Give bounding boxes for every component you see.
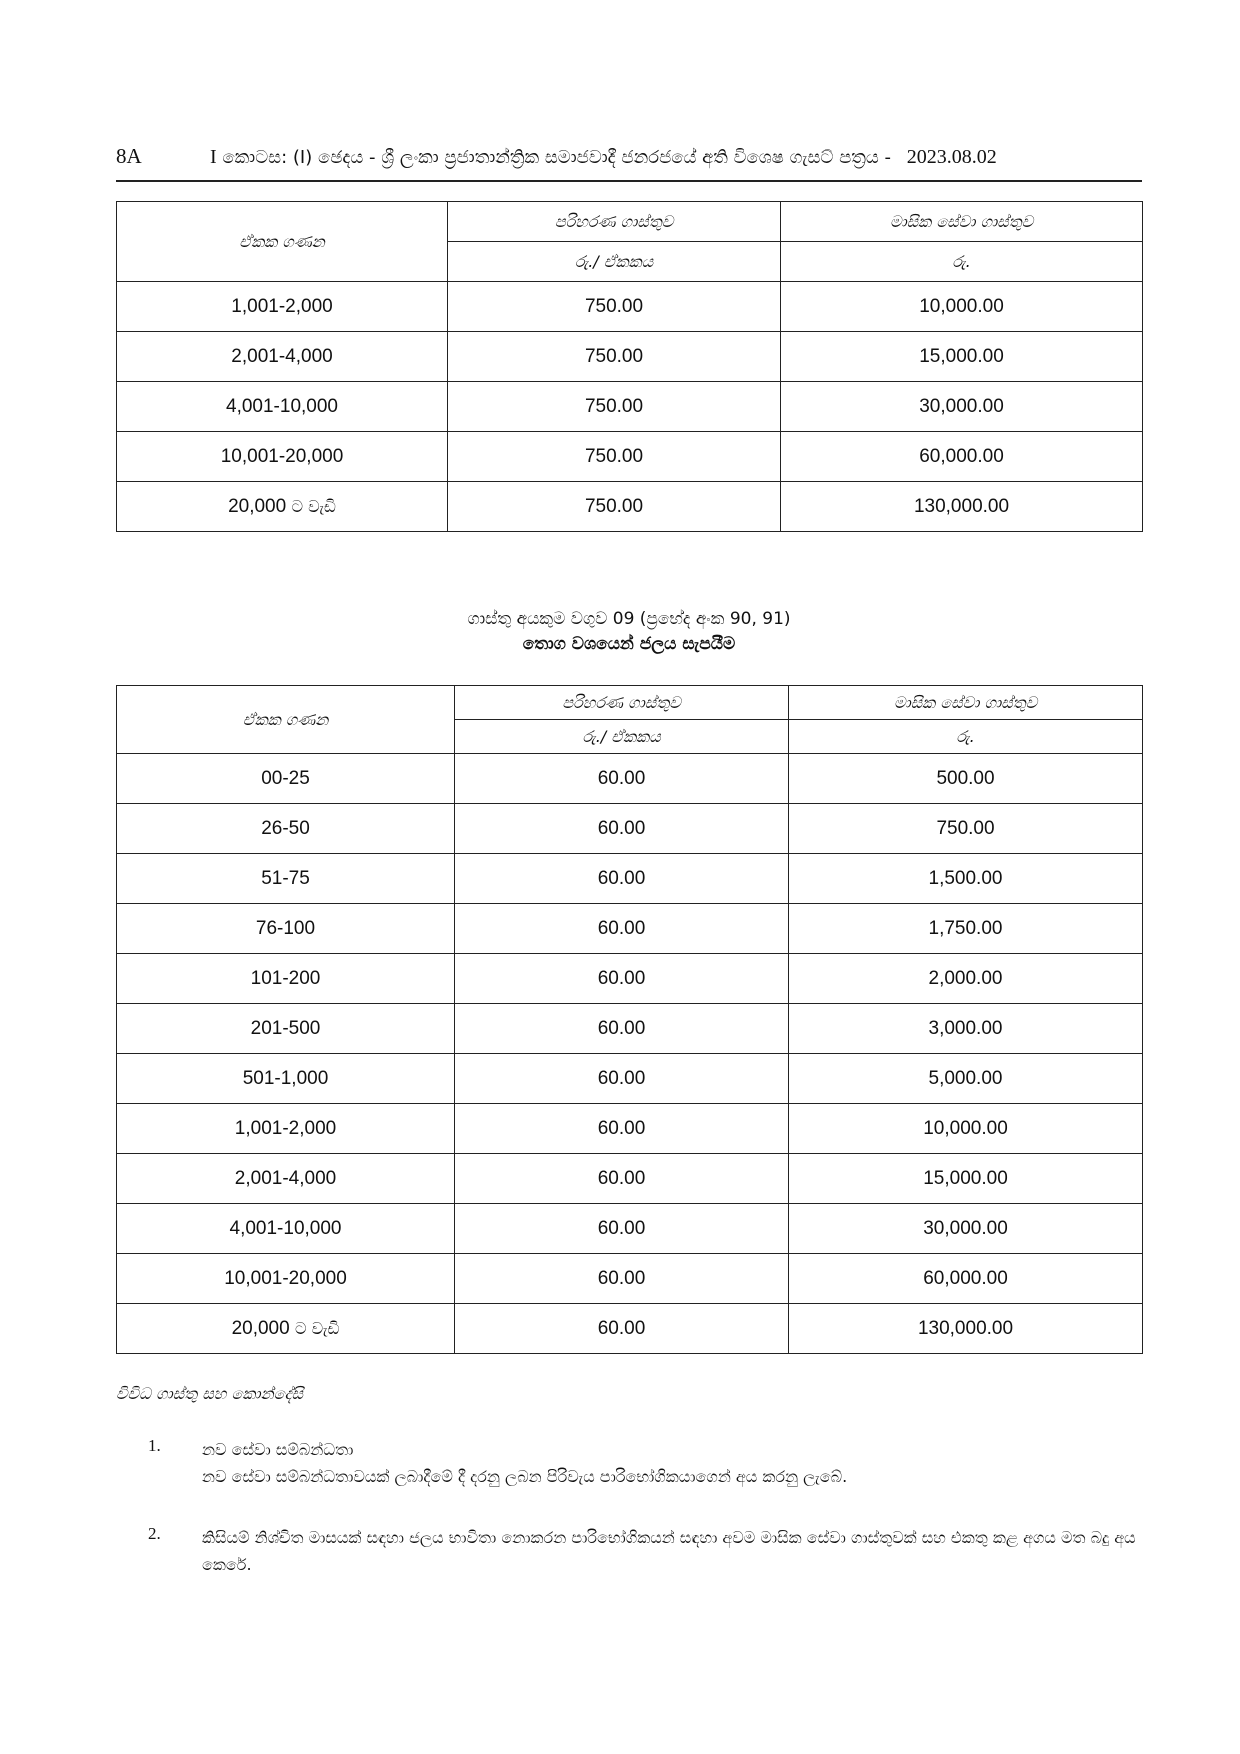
table-row [117,282,1143,332]
table-row [117,332,1143,382]
usage-cell: 60.00 [455,1204,789,1254]
table-row [117,1254,1143,1304]
gazette-title-text: කොටස: (I) ඡෙදය - ශ්‍රී ලංකා ප්‍රජාතාන්ත්‍රික සමාජවාදී ජනරජයේ අති විශෙෂ ගැසට් පත්‍රය - [222,147,892,168]
gazette-date: 2023.08.02 [906,146,997,168]
table-row [117,1054,1143,1104]
usage-cell: 60.00 [455,754,789,804]
service-cell: 500.00 [789,754,1143,804]
usage-charge-header: පරිහරණ ගාස්තුව [455,686,789,720]
service-cell: 130,000.00 [789,1304,1143,1354]
units-cell: 2,001-4,000 [117,1154,455,1204]
service-cell: 130,000.00 [781,482,1143,532]
table-row [117,854,1143,904]
service-cell: 5,000.00 [789,1054,1143,1104]
service-charge-unit: රු. [781,242,1143,282]
units-header: ඒකක ගණන [117,202,448,282]
usage-cell: 60.00 [455,854,789,904]
usage-cell: 750.00 [448,432,781,482]
item-title: නව සේවා සම්බන්ධතා [202,1440,354,1459]
usage-charge-header: පරිහරණ ගාස්තුව [448,202,781,242]
table-row [117,1204,1143,1254]
units-cell: 201-500 [117,1004,455,1054]
service-cell: 30,000.00 [789,1204,1143,1254]
service-cell: 10,000.00 [789,1104,1143,1154]
part-roman: I [210,146,217,168]
table-row [117,382,1143,432]
table-row [117,1004,1143,1054]
usage-cell: 60.00 [455,1054,789,1104]
usage-cell: 60.00 [455,954,789,1004]
service-cell: 3,000.00 [789,1004,1143,1054]
page-header [116,144,1142,182]
table-row [117,482,1143,532]
misc-charges-heading: විවිධ ගාස්තු සහ කොන්දේසි [116,1384,304,1403]
service-cell: 15,000.00 [789,1154,1143,1204]
table-row [117,804,1143,854]
usage-cell: 750.00 [448,482,781,532]
service-cell: 750.00 [789,804,1143,854]
units-cell [117,1304,455,1354]
service-charge-header: මාසික සේවා ගාස්තුව [781,202,1143,242]
units-value: 20,000 [228,495,287,517]
item-text: කිසියම් නිශ්චිත මාසයක් සඳහා ජලය භාවිතා නොකරන පාරිභෝගිකයන් සඳහා අවම මාසික සේවා ගාස්තුවක් සහ එකතු කළ අගය මත බදු අය කෙරේ. [202,1528,1136,1574]
tariff-table-1 [116,201,1143,532]
service-cell: 15,000.00 [781,332,1143,382]
usage-cell: 750.00 [448,282,781,332]
units-cell: 501-1,000 [117,1054,455,1104]
item-text: නව සේවා සම්බන්ධතාවයක් ලබාදීමේ දී දරනු ලබන පිරිවැය පාරිභෝගිකයාගෙන් අය කරනු ලැබේ. [202,1467,848,1486]
service-cell: 60,000.00 [789,1254,1143,1304]
units-suffix: ට වැඩි [291,496,336,516]
units-cell: 26-50 [117,804,455,854]
usage-charge-unit: රු./ ඒකකය [448,242,781,282]
tariff-table-2 [116,685,1143,1354]
service-cell: 10,000.00 [781,282,1143,332]
units-suffix: ට වැඩි [294,1318,340,1338]
usage-cell: 60.00 [455,904,789,954]
usage-cell: 60.00 [455,804,789,854]
units-header: ඒකක ගණන [117,686,455,754]
usage-cell: 60.00 [455,1254,789,1304]
units-cell: 51-75 [117,854,455,904]
units-cell: 4,001-10,000 [117,1204,455,1254]
units-cell: 00-25 [117,754,455,804]
usage-cell: 60.00 [455,1004,789,1054]
units-cell: 101-200 [117,954,455,1004]
table-row [117,954,1143,1004]
service-charge-unit: රු. [789,720,1143,754]
table-row [117,1304,1143,1354]
service-cell: 30,000.00 [781,382,1143,432]
table-row [117,1104,1143,1154]
item-number: 2. [148,1524,161,1543]
units-cell: 1,001-2,000 [117,1104,455,1154]
usage-charge-unit: රු./ ඒකකය [455,720,789,754]
gazette-title [210,146,997,169]
schedule-subtitle: තොග වශයෙන් ජලය සැපයීම [522,634,736,654]
units-cell: 1,001-2,000 [117,282,448,332]
table-row [117,754,1143,804]
usage-cell: 60.00 [455,1104,789,1154]
units-cell: 10,001-20,000 [117,432,448,482]
units-value: 20,000 [231,1317,290,1339]
item-number: 1. [148,1436,161,1455]
table-row [117,904,1143,954]
units-cell [117,482,448,532]
units-cell: 10,001-20,000 [117,1254,455,1304]
usage-cell: 60.00 [455,1154,789,1204]
usage-cell: 750.00 [448,382,781,432]
service-charge-header: මාසික සේවා ගාස්තුව [789,686,1143,720]
service-cell: 1,500.00 [789,854,1143,904]
service-cell: 60,000.00 [781,432,1143,482]
service-cell: 1,750.00 [789,904,1143,954]
units-cell: 4,001-10,000 [117,382,448,432]
usage-cell: 60.00 [455,1304,789,1354]
units-cell: 76-100 [117,904,455,954]
table-row [117,432,1143,482]
page-number: 8A [116,144,142,168]
units-cell: 2,001-4,000 [117,332,448,382]
table-row [117,1154,1143,1204]
service-cell: 2,000.00 [789,954,1143,1004]
schedule-title: ගාස්තු අයකුම වගුව 09 (ප්‍රභේද අංක 90, 91) [467,609,791,629]
usage-cell: 750.00 [448,332,781,382]
